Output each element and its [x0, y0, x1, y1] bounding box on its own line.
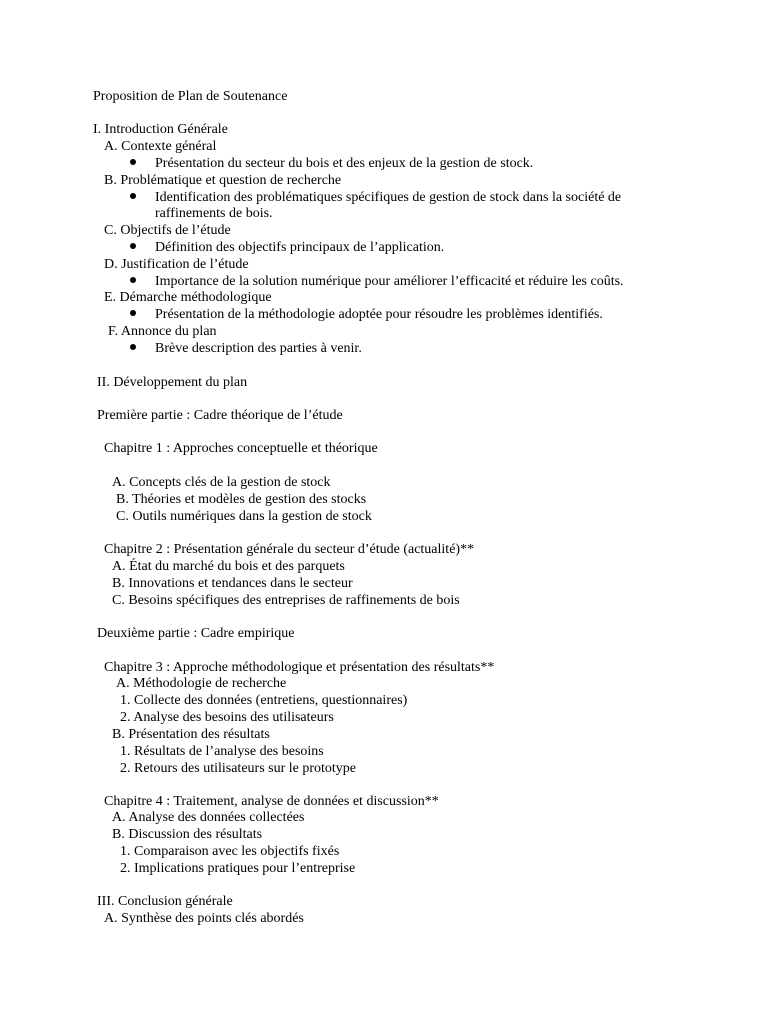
chapter2-item-b: B. Innovations et tendances dans le secteur: [112, 576, 353, 591]
chapter3-item-b2: 2. Retours des utilisateurs sur le prototype: [120, 761, 357, 776]
chapter4-item-a: A. Analyse des données collectées: [112, 810, 305, 825]
chapter1-item-a: A. Concepts clés de la gestion de stock: [112, 475, 331, 490]
chapter2-heading: Chapitre 2 : Présentation générale du secteur d’étude (actualité)**: [104, 542, 475, 557]
intro-b-bullet-line1: Identification des problématiques spécifiques de gestion de stock dans la société de: [155, 190, 622, 205]
bullet-icon: [130, 159, 136, 165]
part2-heading: Deuxième partie : Cadre empirique: [97, 626, 295, 641]
intro-a-heading: A. Contexte général: [104, 139, 217, 154]
intro-c-heading: C. Objectifs de l’étude: [104, 223, 231, 238]
intro-d-bullet: Importance de la solution numérique pour améliorer l’efficacité et réduire les coûts.: [155, 274, 624, 289]
bullet-icon: [130, 243, 136, 249]
dev-heading: II. Développement du plan: [97, 375, 248, 390]
chapter3-item-b: B. Présentation des résultats: [112, 727, 270, 742]
chapter1-heading: Chapitre 1 : Approches conceptuelle et théorique: [104, 441, 378, 456]
chapter3-heading: Chapitre 3 : Approche méthodologique et présentation des résultats**: [104, 660, 495, 675]
bullet-icon: [130, 277, 136, 283]
chapter3-item-b1: 1. Résultats de l’analyse des besoins: [120, 744, 324, 759]
chapter3-item-a1: 1. Collecte des données (entretiens, questionnaires): [120, 693, 408, 708]
intro-b-bullet-line2: raffinements de bois.: [155, 206, 273, 221]
conclusion-heading: III. Conclusion générale: [97, 894, 233, 909]
bullet-icon: [130, 310, 136, 316]
intro-f-heading: F. Annonce du plan: [108, 324, 217, 339]
chapter1-item-c: C. Outils numériques dans la gestion de stock: [116, 509, 372, 524]
intro-e-bullet: Présentation de la méthodologie adoptée pour résoudre les problèmes identifiés.: [155, 307, 603, 322]
intro-heading: I. Introduction Générale: [93, 122, 228, 137]
intro-e-heading: E. Démarche méthodologique: [104, 290, 272, 305]
chapter4-item-b2: 2. Implications pratiques pour l’entreprise: [120, 861, 356, 876]
part1-heading: Première partie : Cadre théorique de l’étude: [97, 408, 343, 423]
chapter1-item-b: B. Théories et modèles de gestion des stocks: [116, 492, 367, 507]
document-title: Proposition de Plan de Soutenance: [93, 89, 288, 104]
bullet-icon: [130, 344, 136, 350]
chapter4-item-b1: 1. Comparaison avec les objectifs fixés: [120, 844, 340, 859]
bullet-icon: [130, 193, 136, 199]
chapter4-item-b: B. Discussion des résultats: [112, 827, 263, 842]
chapter4-heading: Chapitre 4 : Traitement, analyse de données et discussion**: [104, 794, 439, 809]
chapter2-item-c: C. Besoins spécifiques des entreprises de raffinements de bois: [112, 593, 460, 608]
intro-b-heading: B. Problématique et question de recherche: [104, 173, 342, 188]
intro-c-bullet: Définition des objectifs principaux de l’application.: [155, 240, 445, 255]
chapter3-item-a2: 2. Analyse des besoins des utilisateurs: [120, 710, 334, 725]
chapter3-item-a: A. Méthodologie de recherche: [116, 676, 287, 691]
conclusion-item-a: A. Synthèse des points clés abordés: [104, 911, 304, 926]
intro-f-bullet: Brève description des parties à venir.: [155, 341, 362, 356]
intro-d-heading: D. Justification de l’étude: [104, 257, 249, 272]
intro-a-bullet: Présentation du secteur du bois et des enjeux de la gestion de stock.: [155, 156, 534, 171]
chapter2-item-a: A. État du marché du bois et des parquets: [112, 559, 345, 574]
